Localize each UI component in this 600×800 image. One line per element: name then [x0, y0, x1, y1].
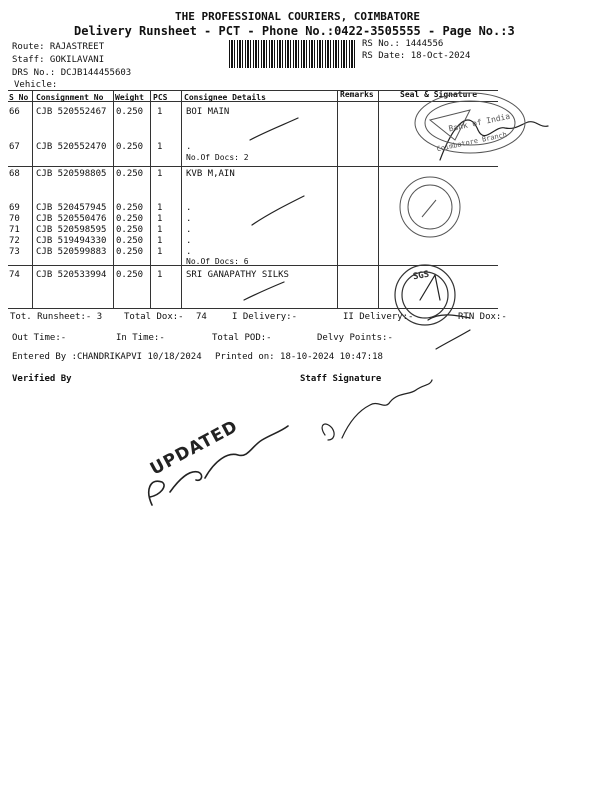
row-details: . [186, 142, 192, 152]
row-consignment: CJB 520599883 [36, 247, 107, 257]
row-consignment: CJB 519494330 [36, 236, 107, 246]
row-weight: 0.250 [116, 169, 144, 179]
row-sno: 74 [9, 270, 20, 280]
runsheet-title: Delivery Runsheet - PCT - Phone No.:0422-3505555 - Page No.:3 [74, 24, 515, 38]
row-details: BOI MAIN [186, 107, 230, 117]
row-sno: 66 [9, 107, 20, 117]
row-weight: 0.250 [116, 107, 144, 117]
verified-by: Verified By [12, 374, 72, 384]
row-sno: 67 [9, 142, 20, 152]
staff-signature-label: Staff Signature [300, 374, 382, 384]
entered-by: Entered By :CHANDRIKAPVI 10/18/2024 [12, 352, 202, 362]
rtn-dox: RTN Dox:- [458, 312, 507, 322]
row-consignment: CJB 520552467 [36, 107, 107, 117]
row-pcs: 1 [157, 225, 163, 235]
row-details: KVB M,AIN [186, 169, 235, 179]
col-consignee: Consignee Details [184, 93, 266, 102]
docs-note: No.Of Docs: 6 [186, 257, 249, 266]
total-dox-value: 74 [196, 312, 207, 322]
out-time: Out Time:- [12, 333, 67, 343]
row-pcs: 1 [157, 214, 163, 224]
in-time: In Time:- [116, 333, 165, 343]
row-sno: 71 [9, 225, 20, 235]
row-details: . [186, 236, 192, 246]
row-details: . [186, 225, 192, 235]
pen-stroke [250, 118, 298, 140]
row-details: . [186, 247, 192, 257]
row-pcs: 1 [157, 107, 163, 117]
staff-signature-scrawl [322, 380, 432, 440]
ii-delivery: II Delivery:- [343, 312, 414, 322]
row-consignment: CJB 520552470 [36, 142, 107, 152]
rs-no: RS No.: 1444556 [362, 39, 444, 49]
row-pcs: 1 [157, 203, 163, 213]
bank-branch-text: Coimbatore Branch [435, 130, 508, 154]
col-seal-signature: Seal & Signature [400, 90, 478, 99]
row-details: . [186, 214, 192, 224]
pen-stroke [436, 330, 470, 349]
updated-stamp: UPDATED [146, 416, 242, 480]
col-consignment: Consignment No [36, 93, 104, 102]
row-weight: 0.250 [116, 236, 144, 246]
rs-date: RS Date: 18-Oct-2024 [362, 51, 471, 61]
row-pcs: 1 [157, 142, 163, 152]
row-weight: 0.250 [116, 247, 144, 257]
row-consignment: CJB 520598595 [36, 225, 107, 235]
row-weight: 0.250 [116, 270, 144, 280]
col-remarks: Remarks [340, 90, 374, 99]
total-dox-label: Total Dox:- [124, 312, 184, 322]
col-pcs: PCS [153, 93, 168, 102]
row-weight: 0.250 [116, 214, 144, 224]
row-weight: 0.250 [116, 225, 144, 235]
row-consignment: CJB 520533994 [36, 270, 107, 280]
total-pod: Total POD:- [212, 333, 272, 343]
pen-stroke [252, 196, 304, 225]
sgs-stamp-text: SGS [412, 269, 431, 283]
pen-stroke [244, 282, 284, 300]
row-sno: 68 [9, 169, 20, 179]
row-pcs: 1 [157, 270, 163, 280]
docs-note: No.Of Docs: 2 [186, 153, 249, 162]
row-consignment: CJB 520457945 [36, 203, 107, 213]
row-sno: 70 [9, 214, 20, 224]
i-delivery: I Delivery:- [232, 312, 298, 322]
row-pcs: 1 [157, 247, 163, 257]
row-pcs: 1 [157, 169, 163, 179]
staff-label: Staff: GOKILAVANI [12, 55, 105, 65]
printed-on: Printed on: 18-10-2024 10:47:18 [215, 352, 383, 362]
route-label: Route: RAJASTREET [12, 42, 105, 52]
drs-label: DRS No.: DCJB144455603 [12, 68, 132, 78]
bank-stamp-text: Bank of India [447, 111, 511, 134]
row-consignment: CJB 520550476 [36, 214, 107, 224]
row-pcs: 1 [157, 236, 163, 246]
vehicle-label: Vehicle: [14, 80, 58, 90]
row-sno: 72 [9, 236, 20, 246]
row-sno: 69 [9, 203, 20, 213]
company-title: THE PROFESSIONAL COURIERS, COIMBATORE [175, 10, 421, 23]
row-weight: 0.250 [116, 142, 144, 152]
tot-runsheet: Tot. Runsheet:- 3 [10, 312, 103, 322]
row-sno: 73 [9, 247, 20, 257]
row-consignment: CJB 520598805 [36, 169, 107, 179]
delvy-points: Delvy Points:- [317, 333, 393, 343]
row-details: . [186, 203, 192, 213]
row-details: SRI GANAPATHY SILKS [186, 270, 289, 280]
col-weight: Weight [115, 93, 144, 102]
row-weight: 0.250 [116, 203, 144, 213]
col-sno: S No [9, 93, 29, 102]
